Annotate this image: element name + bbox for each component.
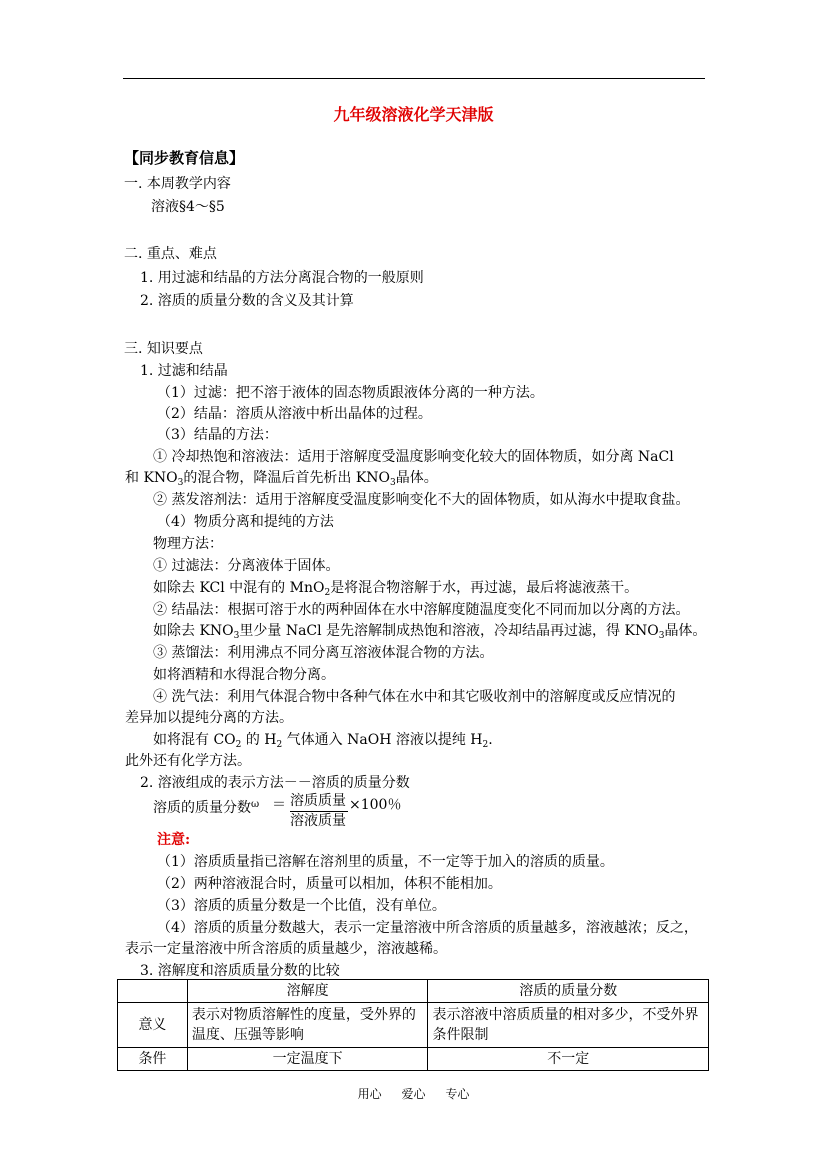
table-header-cell: 溶质的质量分数 (428, 980, 709, 1003)
crystal-example: 如除去 $KNO_3$里少量 NaCl 是先溶解制成热饱和溶液，冷却结晶再过滤，得 $KNO_3$晶体。 (153, 623, 707, 641)
crystal-methods: （3）结晶的方法： (157, 427, 278, 443)
chem-methods: 此外还有化学方法。 (125, 753, 251, 769)
footer-item: 用心 (357, 1087, 382, 1101)
method1-line2: 和 $KNO_3$的混合物，降温后首先析出 $KNO_3$晶体。 (125, 470, 438, 488)
page-title: 九年级溶液化学天津版 (333, 105, 494, 124)
crystal-method: ② 结晶法：根据可溶于水的两种固体在水中溶解度随温度变化不同而加以分离的方法。 (153, 602, 690, 618)
filter-method: ① 过滤法：分离液体于固体。 (153, 558, 340, 574)
table-cell: 不一定 (428, 1048, 709, 1071)
s1-heading: 一. 本周教学内容 (124, 176, 231, 192)
method2: ② 蒸发溶剂法：适用于溶解度受温度影响变化不大的固体物质，如从海水中提取食盐。 (153, 492, 690, 508)
table-cell: 条件 (118, 1048, 188, 1071)
s2-item2: 2. 溶质的质量分数的含义及其计算 (140, 293, 354, 309)
gas-wash-line2: 差异加以提纯分离的方法。 (125, 710, 293, 726)
table-cell: 一定温度下 (187, 1048, 428, 1071)
comparison-table (117, 979, 709, 1071)
distill-method: ③ 蒸馏法：利用沸点不同分离互溶液体混合物的方法。 (153, 645, 494, 661)
table-cell: 意义 (118, 1003, 188, 1048)
filter-def: （1）过滤：把不溶于液体的固态物质跟液体分离的一种方法。 (157, 385, 544, 401)
formula-times: ×100％ (349, 797, 402, 813)
sep-title: （4）物质分离和提纯的方法 (157, 514, 334, 530)
crystal-def: （2）结晶：溶质从溶液中析出晶体的过程。 (157, 406, 432, 422)
footer-item: 专心 (445, 1087, 470, 1101)
note-1: （1）溶质质量指已溶解在溶剂里的质量，不一定等于加入的溶质的质量。 (157, 854, 614, 870)
method1-line1: ① 冷却热饱和溶液法：适用于溶解度受温度影响变化较大的固体物质，如分离 NaCl (153, 449, 674, 465)
formula-denominator: 溶液质量 (290, 813, 346, 829)
distill-example: 如将酒精和水得混合物分离。 (153, 667, 335, 683)
physical-methods: 物理方法： (153, 536, 223, 552)
footer-item: 爱心 (401, 1087, 426, 1101)
formula-numerator: 溶质质量 (290, 793, 346, 809)
table-header-cell: 溶解度 (187, 980, 428, 1003)
s3-heading: 三. 知识要点 (124, 341, 203, 357)
section-header: 【同步教育信息】 (124, 149, 245, 167)
p1-title: 1. 过滤和结晶 (140, 363, 228, 379)
note-2: （2）两种溶液混合时，质量可以相加，体积不能相加。 (157, 876, 502, 892)
filter-example: 如除去 KCl 中混有的 MnO$_2$是将混合物溶解于水，再过滤，最后将滤液蒸干。 (153, 580, 639, 598)
gas-wash-example: 如将混有 $CO_2$ 的 $H_2$ 气体通入 NaOH 溶液以提纯 $H_2$. (153, 732, 493, 750)
table-cell: 表示溶液中溶质质量的相对多少，不受外界条件限制 (428, 1003, 709, 1048)
s2-heading: 二. 重点、难点 (124, 246, 217, 262)
formula-equals: ＝ (272, 797, 286, 813)
table-cell: 表示对物质溶解性的度量，受外界的温度、压强等影响 (187, 1003, 428, 1048)
note-4-line1: （4）溶质的质量分数越大，表示一定量溶液中所含溶质的质量越多，溶液越浓；反之， (157, 920, 698, 936)
header-rule (123, 78, 705, 79)
table-row (118, 1003, 709, 1048)
p2-title: 2. 溶液组成的表示方法－－溶质的质量分数 (140, 775, 410, 791)
s2-item1: 1. 用过滤和结晶的方法分离混合物的一般原则 (140, 270, 424, 286)
gas-wash-line1: ④ 洗气法：利用气体混合物中各种气体在水中和其它吸收剂中的溶解度或反应情况的 (153, 689, 676, 705)
table-row (118, 1048, 709, 1071)
note-label: 注意: (157, 832, 191, 848)
omega-symbol: ω (251, 799, 260, 810)
table-header-cell (118, 980, 188, 1003)
formula-label: 溶质的质量分数$^\omega$ (153, 799, 260, 816)
table-header-row (118, 980, 709, 1003)
page-footer (0, 1084, 827, 1104)
note-4-line2: 表示一定量溶液中所含溶质的质量越少，溶液越稀。 (125, 941, 447, 957)
p3-title: 3. 溶解度和溶质质量分数的比较 (140, 963, 340, 979)
s1-content: 溶液§4～§5 (151, 199, 225, 215)
note-3: （3）溶质的质量分数是一个比值，没有单位。 (157, 898, 446, 914)
